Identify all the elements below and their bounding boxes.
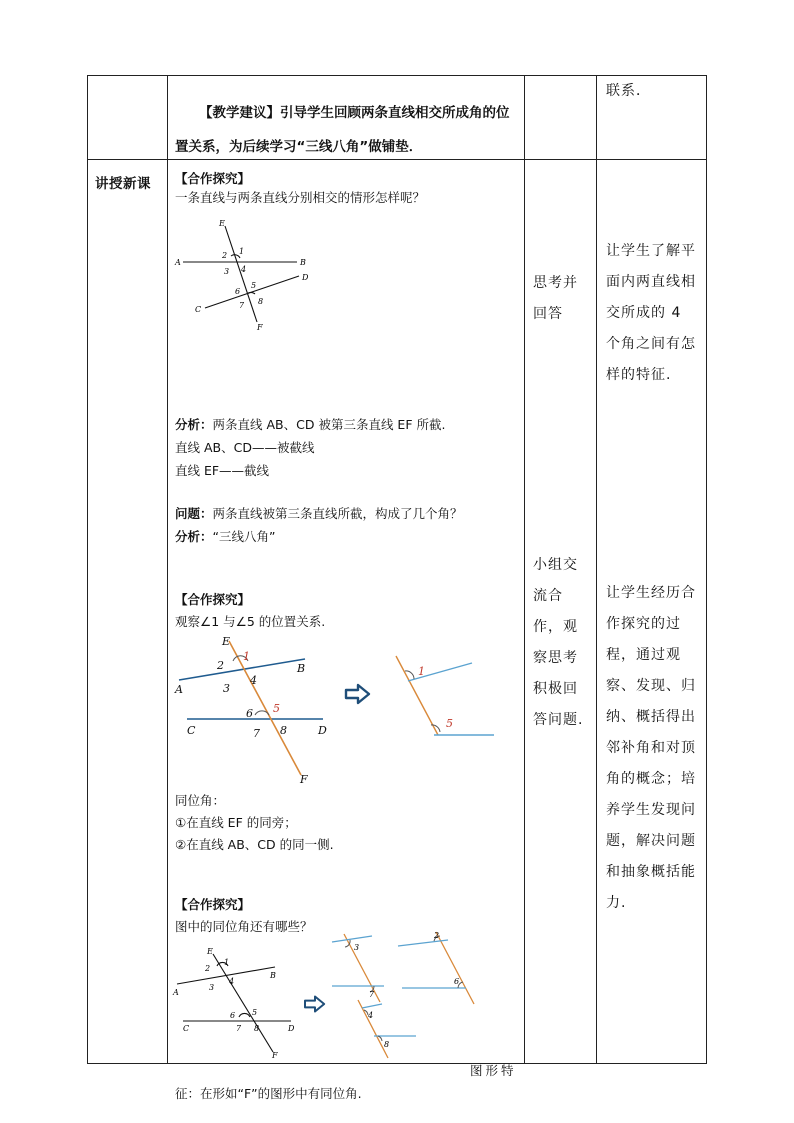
figure-three-lines-2: [173, 940, 303, 1058]
label-F: F: [272, 1051, 278, 1060]
question2-text: 两条直线被第三条直线所截，构成了几个角？: [212, 506, 463, 521]
label-3: 3: [224, 267, 230, 276]
label-B: B: [297, 662, 306, 675]
label-5: 5: [446, 717, 453, 730]
explore1-heading: 【合作探究】: [175, 171, 251, 186]
label-6: 6: [246, 707, 253, 720]
condition-2: ②在直线 AB、CD 的同一侧.: [175, 837, 334, 852]
condition-1: ①在直线 EF 的同旁；: [175, 815, 297, 830]
label-7: 7: [253, 727, 260, 740]
design-intent-cell: [597, 160, 707, 1064]
label-B: B: [300, 258, 306, 267]
label-6: 6: [454, 977, 460, 986]
label-6: 6: [230, 1011, 236, 1020]
analysis2-label: 分析：: [175, 529, 213, 544]
lesson-table: [87, 75, 707, 1101]
corresponding-def: 同位角：: [175, 793, 226, 808]
table-row: [88, 160, 707, 1064]
label-8: 8: [258, 297, 264, 306]
student-activity-1: 思考并回答: [533, 275, 578, 322]
section-title: 讲授新课: [95, 176, 151, 192]
label-6: 6: [235, 287, 241, 296]
analysis2-text: “三线八角”: [212, 529, 276, 544]
arrow-right-icon: [302, 994, 328, 1014]
question2-label: 问题：: [175, 506, 213, 521]
design-text-top: 联系．: [606, 83, 651, 99]
label-E: E: [219, 219, 225, 228]
label-D: D: [318, 724, 327, 737]
student-activity-cell: [525, 160, 597, 1064]
label-4: 4: [250, 674, 257, 687]
arrow-right-icon: [343, 682, 373, 706]
transversal-text: 直线 EF——截线: [175, 463, 270, 478]
label-1: 1: [418, 665, 425, 678]
content-cell: [168, 160, 525, 1101]
label-F: F: [257, 323, 263, 332]
analysis-label: 分析：: [175, 417, 213, 432]
label-B: B: [270, 971, 276, 980]
analysis-text: 两条直线 AB、CD 被第三条直线 EF 所截.: [212, 417, 446, 432]
label-4: 4: [241, 265, 247, 274]
label-5: 5: [252, 1008, 258, 1017]
label-2: 2: [217, 659, 224, 672]
label-3: 3: [223, 682, 230, 695]
teaching-tip: 【教学建议】引导学生回顾两条直线相交所成角的位置关系，为后续学习“三线八角”做铺垫．: [175, 105, 510, 155]
label-1: 1: [224, 958, 230, 967]
label-7: 7: [369, 990, 375, 999]
section-cell: [88, 160, 168, 1064]
label-3: 3: [354, 943, 360, 952]
explore2-text: 观察∠1 与∠5 的位置关系.: [175, 614, 326, 629]
section-cell-empty: [88, 76, 168, 160]
explore3-text: 图中的同位角还有哪些？: [175, 919, 313, 934]
figure-three-lines-1: [175, 210, 325, 332]
design-intent-2: 让学生经历合作探究的过程，通过观察、发现、归纳、概括得出邻补角和对顶角的概念；培养学生发现问题，解决问题和抽象概括能力.: [606, 585, 696, 911]
label-A: A: [175, 258, 181, 267]
label-2: 2: [222, 251, 228, 260]
label-1: 1: [243, 650, 250, 663]
label-7: 7: [239, 301, 245, 310]
feature-text-2: 征：在形如“F”的图形中有同位角.: [175, 1086, 362, 1101]
label-8: 8: [254, 1024, 260, 1033]
design-cell-top: [597, 76, 707, 160]
feature-text-1: 图形特: [470, 1063, 517, 1078]
label-5: 5: [273, 702, 280, 715]
design-intent-1: 让学生了解平面内两直线相交所成的 4 个角之间有怎样的特征.: [606, 243, 696, 383]
label-D: D: [288, 1024, 295, 1033]
label-F: F: [300, 773, 308, 786]
label-2: 2: [434, 931, 440, 940]
label-C: C: [195, 305, 202, 314]
explore1-question: 一条直线与两条直线分别相交的情形怎样呢？: [175, 190, 426, 205]
label-E: E: [207, 947, 213, 956]
label-D: D: [302, 273, 309, 282]
student-activity-2: 小组交流合作，观察思考积极回答问题.: [533, 557, 584, 728]
cut-lines-text: 直线 AB、CD——被截线: [175, 440, 315, 455]
label-4: 4: [229, 977, 235, 986]
label-8: 8: [280, 724, 287, 737]
explore3-heading: 【合作探究】: [175, 897, 251, 912]
label-2: 2: [205, 964, 211, 973]
label-E: E: [222, 635, 231, 648]
label-C: C: [183, 1024, 190, 1033]
label-7: 7: [236, 1024, 242, 1033]
label-4: 4: [368, 1011, 374, 1020]
table-row: [88, 76, 707, 160]
label-3: 3: [209, 983, 215, 992]
student-cell-empty: [525, 76, 597, 160]
label-8: 8: [384, 1040, 390, 1049]
label-C: C: [187, 724, 196, 737]
label-A: A: [173, 988, 179, 997]
label-A: A: [175, 683, 183, 696]
figure-corresponding-angles: [173, 633, 338, 786]
label-5: 5: [251, 281, 257, 290]
label-1: 1: [239, 247, 245, 256]
figure-angle-1-and-5: [390, 653, 500, 743]
explore2-heading: 【合作探究】: [175, 592, 251, 607]
figure-corresponding-pairs: [328, 930, 523, 1060]
teaching-tip-cell: [168, 76, 525, 160]
